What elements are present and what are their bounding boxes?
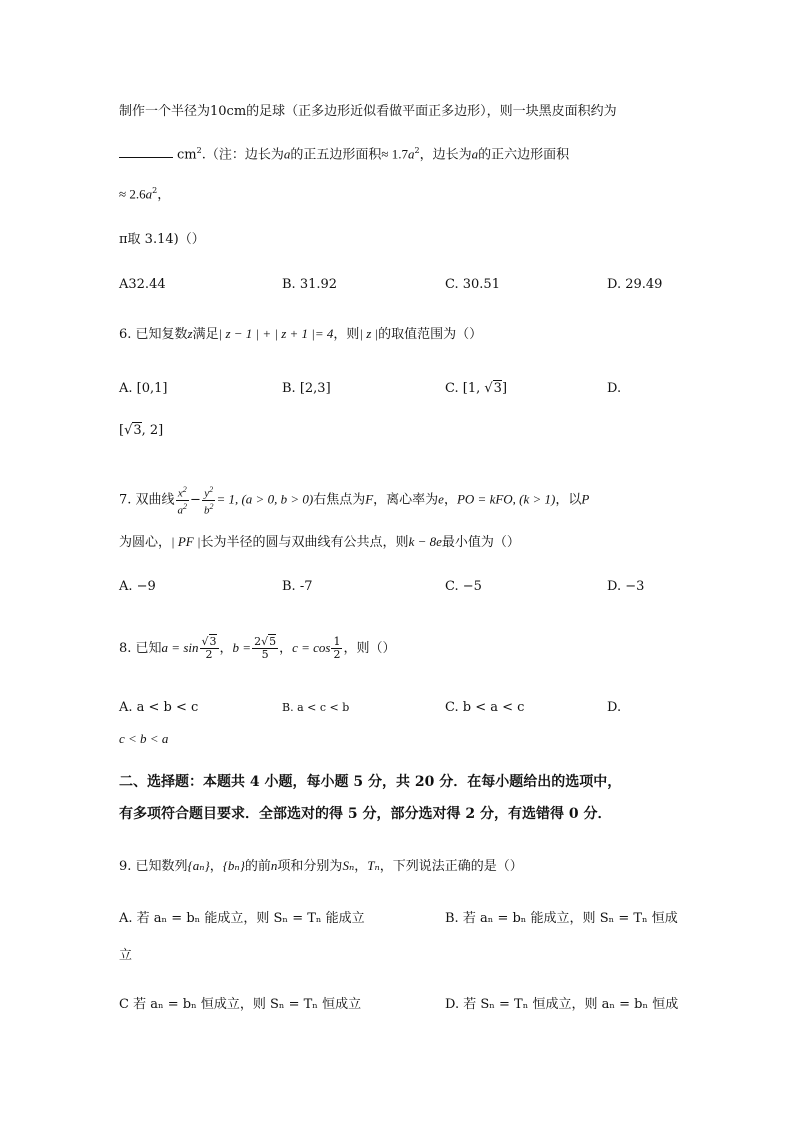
q6-sqrt3-d: 3: [133, 423, 142, 438]
q6-option-c[interactable]: C. [1, √3]: [445, 381, 508, 396]
q5-text: 制作一个半径为10cm的足球（正多边形近似看做平面正多边形），则一块黑皮面积约为: [119, 104, 617, 119]
q8-b-def: b =: [232, 640, 252, 655]
q8-option-b[interactable]: B. a < c < b: [282, 701, 350, 714]
q8-prefix: 8. 已知: [119, 641, 162, 656]
q7-option-a[interactable]: A. −9: [119, 579, 156, 594]
q6-sqrt3-c: 3: [493, 381, 502, 396]
q7-e: e: [438, 491, 444, 507]
q5-line1: [119, 103, 617, 121]
q5-line3: ≈ $2.6a^2$，: [119, 186, 171, 203]
q9-mid1: 的前: [244, 859, 271, 874]
q8-frac-a: $\frac{√3}{2}$: [201, 635, 217, 661]
q7-line2-b: 长为半径的圆与双曲线有公共点，则: [200, 535, 409, 550]
q8-num-b-rad: 5: [269, 635, 277, 648]
q7-option-b[interactable]: B. -7: [282, 579, 313, 594]
q6-stem: [119, 325, 482, 344]
q7-line2-a: 为圆心，: [119, 535, 172, 550]
q8-option-d[interactable]: D.: [607, 700, 622, 715]
q5-var-a: a: [283, 146, 291, 162]
q7-stem: 7. 双曲线 $\frac{x^2}{a^2}$ − $\frac{y^2}{b^2}$ = 1, (a > 0, b > 0)右焦点为F，离心率为e，PO = kFO, (k > 1)，以P: [119, 485, 590, 517]
q7-PF: | PF |: [171, 534, 201, 549]
q8-den-a: 2: [205, 648, 213, 661]
q5-unit: cm: [177, 147, 197, 163]
q8-den-b: 5: [261, 648, 269, 661]
q7-prefix: 7. 双曲线: [119, 492, 175, 508]
q8-a-def: a = sin: [161, 640, 199, 655]
q6-var: z: [187, 326, 193, 341]
q9-option-c[interactable]: C 若 aₙ = bₙ 恒成立，则 Sₙ = Tₙ 恒成立: [119, 997, 362, 1012]
q8-option-a[interactable]: A. a < b < c: [119, 700, 199, 715]
q9-S: Sₙ: [342, 858, 355, 873]
q8-num-b: 2: [254, 635, 262, 648]
q5-line2: $cm^2$.（注：边长为a的正五边形面积≈ $1.7a^2$，边长为a的正六边形面积: [119, 142, 569, 164]
q6-mid: 满足: [192, 327, 219, 342]
q5-approx1: ≈ 1.7: [381, 146, 408, 162]
q9-option-a[interactable]: A. 若 aₙ = bₙ 能成立，则 Sₙ = Tₙ 能成立: [119, 911, 365, 926]
q8-option-d-value[interactable]: c < b < a: [119, 731, 169, 746]
q9-sep: ，: [209, 859, 223, 874]
q5-option-a[interactable]: A32.44: [119, 277, 166, 292]
q5-approx2: ≈ 2.6: [119, 186, 146, 202]
section2-line1: 二、选择题：本题共 4 小题，每小题 5 分，共 20 分．在每小题给出的选项中，: [119, 774, 622, 790]
q5-option-c[interactable]: C. 30.51: [445, 277, 500, 292]
q8-frac-b: $\frac{2√5}{5}$: [254, 635, 277, 661]
q7-F: F: [365, 491, 374, 507]
q7-vector-eq: PO = kFO, (k > 1): [456, 491, 556, 507]
q7-option-d[interactable]: D. −3: [607, 579, 645, 594]
q9-seq-a: {aₙ}: [187, 858, 210, 873]
q8-den-c: 2: [333, 648, 341, 661]
q9-option-b[interactable]: B. 若 aₙ = bₙ 能成立，则 Sₙ = Tₙ 恒成: [445, 911, 678, 926]
q6-suffix: 的取值范围为（）: [378, 327, 483, 342]
q8-sep2: ，: [279, 641, 293, 656]
q7-mid2: ，离心率为: [373, 492, 439, 508]
q5-note-mid3: 的正六边形面积: [478, 147, 570, 163]
q9-T: Tₙ: [367, 858, 380, 873]
q9-suffix: ，下列说法正确的是（）: [379, 859, 523, 874]
q7-mid1: 右焦点为: [313, 492, 366, 508]
q9-prefix: 9. 已知数列: [119, 859, 188, 874]
q8-num-a: 3: [209, 635, 217, 648]
q6-expr2: | z |: [359, 326, 379, 341]
q8-c-def: c = cos: [292, 640, 331, 655]
q5-option-d[interactable]: D. 29.49: [607, 277, 663, 292]
q6-option-b[interactable]: B. [2,3]: [282, 381, 331, 396]
q6-prefix: 6. 已知复数: [119, 327, 188, 342]
section2-line2: 有多项符合题目要求．全部选对的得 5 分，部分选对得 2 分，有选错得 0 分．: [119, 806, 612, 822]
q5-note-start: .（注：边长为: [201, 147, 284, 163]
q5-comma: ，: [157, 187, 171, 203]
q6-option-d[interactable]: D.: [607, 381, 622, 396]
q9-option-b-cont[interactable]: 立: [119, 948, 133, 963]
q5-note-mid2: ，边长为: [419, 147, 472, 163]
q5-pi-text: π取 3.14)（）: [119, 232, 205, 247]
q7-line2-c: 最小值为（）: [441, 535, 520, 550]
q6-mid2: ，则: [333, 327, 360, 342]
q6-option-a[interactable]: A. [0,1]: [119, 381, 168, 396]
q7-frac-y: $\frac{y^2}{b^2}$: [203, 485, 214, 517]
q6-expr: | z − 1 | + | z + 1 |= 4: [218, 326, 334, 341]
q8-sep1: ，: [219, 641, 233, 656]
q6-option-d-value[interactable]: [√3, 2]: [119, 423, 164, 438]
q8-num-c: 1: [333, 635, 341, 648]
q9-n: n: [270, 858, 278, 873]
q9-mid2: 项和分别为: [277, 859, 343, 874]
q8-suffix: ，则（）: [343, 641, 396, 656]
q8-frac-c: [331, 636, 342, 661]
q5-note-mid1: 的正五边形面积: [290, 147, 382, 163]
q7-P: P: [581, 491, 590, 507]
q8-option-c[interactable]: C. b < a < c: [445, 700, 525, 715]
answer-blank: [119, 145, 173, 158]
q6-option-c-text: C. [1,: [445, 381, 485, 396]
q5-pi-note: [119, 231, 205, 249]
q7-mid3: ，以: [555, 492, 582, 508]
q5-option-b[interactable]: B. 31.92: [282, 277, 338, 292]
q9-seq-b: {bₙ}: [222, 858, 245, 873]
q7-line2: [119, 533, 520, 552]
q6-option-c-end: ]: [501, 381, 508, 396]
q7-cond: = 1, (a > 0, b > 0): [216, 491, 314, 507]
q8-stem: [119, 634, 395, 663]
q9-option-d[interactable]: D. 若 Sₙ = Tₙ 恒成立，则 aₙ = bₙ 恒成: [445, 997, 679, 1012]
q6-option-d-end: 2]: [149, 423, 164, 438]
q7-option-c[interactable]: C. −5: [445, 579, 482, 594]
q9-stem: 9. 已知数列{aₙ}，{bₙ}的前n项和分别为Sₙ，Tₙ，下列说法正确的是（）: [119, 858, 523, 874]
q7-frac-x: $\frac{x^2}{a^2}$: [177, 485, 188, 517]
q7-expr: k − 8e: [408, 534, 442, 549]
